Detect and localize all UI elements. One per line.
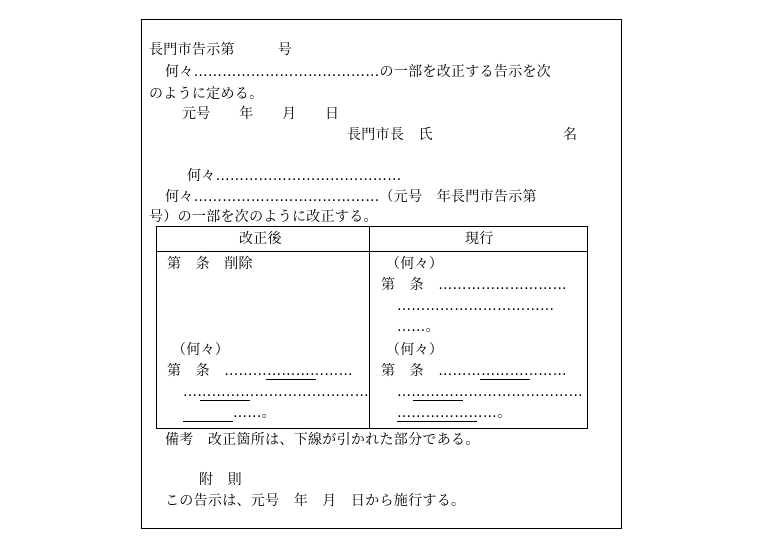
body-line-1: 何々…………………………………（元号 年長門市告示第 [165,189,537,205]
revision-underline [266,379,316,380]
effective-date-text: この告示は、元号 年 月 日から施行する。 [165,493,466,509]
revision-underline [480,379,530,380]
notice-number: 長門市告示第 号 [149,42,292,58]
right-caption-1: （何々） [386,256,444,272]
signer-name-left: 長門市長 氏 [347,127,433,143]
enactment-date: 元号 年 月 日 [182,106,340,122]
header-after-revision: 改正後 [239,231,282,247]
right-text-line-1: …………………………… [397,298,555,314]
remarks-note: 備考 改正箇所は、下線が引かれた部分である。 [165,432,480,448]
header-current: 現行 [465,231,494,247]
supplementary-provisions-title: 附 則 [199,472,242,488]
right-text-end-2: …………………。 [397,405,512,421]
left-article-deleted: 第 条 削除 [167,256,253,272]
revision-underline [200,400,250,401]
right-caption-2: （何々） [386,342,444,358]
table-column-divider [369,227,370,428]
right-article-line-1: 第 条 ……………………… [381,277,567,293]
right-text-line-2: ………………………………… [397,384,583,400]
right-text-end-1: ……。 [397,319,440,335]
table-header-divider [157,251,587,252]
intro-line-2: のように定める。 [149,86,264,102]
item-title: 何々………………………………… [187,168,402,184]
revision-underline [413,400,463,401]
body-line-2: 号）の一部を次のように改正する。 [149,209,378,225]
left-text-end: ……。 [233,405,276,421]
signer-name-right: 名 [563,127,578,143]
left-article-line: 第 条 ……………………… [167,363,353,379]
left-caption: （何々） [172,342,230,358]
revision-underline [397,421,477,422]
revision-underline [183,421,233,422]
intro-line-1: 何々…………………………………の一部を改正する告示を次 [165,64,552,80]
right-article-line-2: 第 条 ……………………… [381,363,567,379]
left-text-line: ………………………………… [183,384,369,400]
